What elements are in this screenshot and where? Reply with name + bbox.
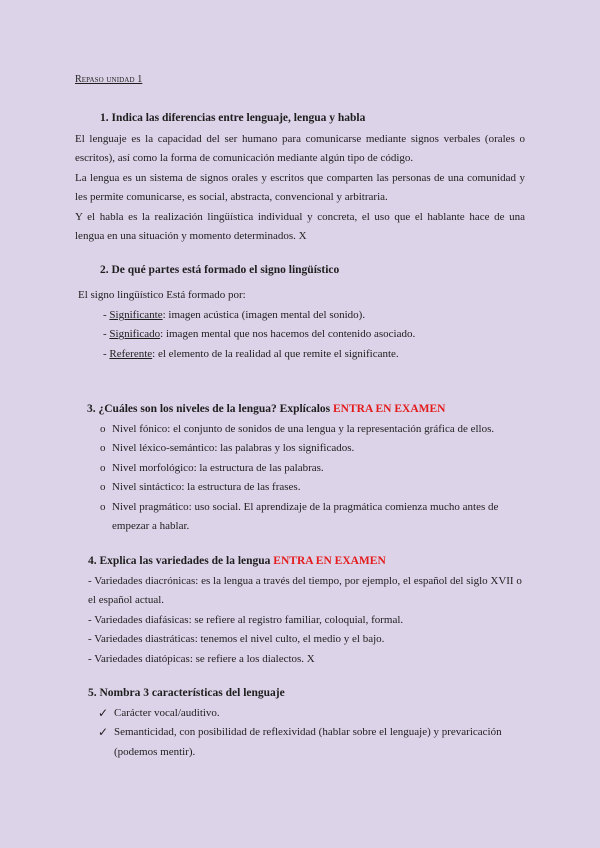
checkmark-icon: ✓ bbox=[98, 706, 109, 720]
q1-paragraph-habla: Y el habla es la realización lingüística individual y concreta, el uso que el hablante hace de una lengua en una situación y momento determinados. X bbox=[75, 210, 525, 243]
q2-heading: 2. De qué partes está formado el signo lingüístico bbox=[100, 264, 340, 276]
document-header: Repaso unidad 1 bbox=[75, 74, 143, 85]
q4-heading: 4. Explica las variedades de la lengua ENTRA EN EXAMEN bbox=[88, 555, 386, 567]
q3-item-lexico: o Nivel léxico-semántico: las palabras y los significados. bbox=[100, 439, 510, 458]
q5-item-semanticidad: ✓ Semanticidad, con posibilidad de reflexividad (hablar sobre el lenguaje) y prevaricación (podemos mentir). bbox=[98, 723, 518, 762]
q2-item-significado: - Significado: imagen mental que nos hacemos del contenido asociado. bbox=[103, 328, 416, 341]
q2-intro: El signo lingüístico Está formado por: bbox=[78, 289, 246, 301]
q2-item-significante: - Significante: imagen acústica (imagen mental del sonido). bbox=[103, 309, 366, 321]
q4-item-diatopicas: - Variedades diatópicas: se refiere a los dialectos. X bbox=[88, 652, 315, 665]
q4-item-diafasicas: - Variedades diafásicas: se refiere al registro familiar, coloquial, formal. bbox=[88, 613, 404, 626]
q3-item-pragmatico: o Nivel pragmático: uso social. El aprendizaje de la pragmática comienza mucho antes de empezar a hablar. bbox=[100, 498, 510, 537]
q4-item-diacronicas: - Variedades diacrónicas: es la lengua a través del tiempo, por ejemplo, el español del siglo XVII o el español actual. bbox=[88, 575, 522, 607]
q1-paragraph-lengua: La lengua es un sistema de signos orales y escritos que comparten las personas de una comunidad y les permite comunicarse, es social, abstracta, convencional y arbitraria. bbox=[75, 171, 525, 204]
q2-list bbox=[103, 306, 415, 364]
q1-paragraph-lenguaje: El lenguaje es la capacidad del ser humano para comunicarse mediante signos verbales (orales o escritos), así como la forma de comunicación mediante algún tipo de código. bbox=[75, 133, 525, 165]
q5-item-vocal: ✓ Carácter vocal/auditivo. bbox=[98, 704, 518, 723]
q3-item-morfologico: o Nivel morfológico: la estructura de las palabras. bbox=[100, 459, 510, 478]
q3-item-sintactico: o Nivel sintáctico: la estructura de las frases. bbox=[100, 478, 510, 497]
q1-body bbox=[75, 130, 525, 246]
exam-flag: ENTRA EN EXAMEN bbox=[333, 403, 446, 415]
term-significado: Significado bbox=[109, 328, 161, 341]
bullet-icon: o bbox=[100, 461, 106, 474]
q4-item-diastraticas: - Variedades diastráticas: tenemos el nivel culto, el medio y el bajo. bbox=[88, 633, 385, 646]
checkmark-icon: ✓ bbox=[98, 725, 109, 740]
term-significante: Significante bbox=[109, 309, 163, 321]
bullet-icon: o bbox=[100, 423, 106, 435]
q1-heading: 1. Indica las diferencias entre lenguaje, lengua y habla bbox=[100, 112, 366, 124]
exam-flag: ENTRA EN EXAMEN bbox=[273, 555, 386, 567]
q4-list bbox=[88, 572, 528, 669]
q5-heading: 5. Nombra 3 características del lenguaje bbox=[88, 687, 285, 699]
term-referente: Referente bbox=[109, 347, 153, 360]
bullet-icon: o bbox=[100, 481, 106, 494]
q5-list bbox=[98, 704, 518, 762]
q3-heading: 3. ¿Cuáles son los niveles de la lengua? Explícalos ENTRA EN EXAMEN bbox=[87, 403, 446, 415]
q3-item-fonico: o Nivel fónico: el conjunto de sonidos de una lengua y la representación gráfica de ellos. bbox=[100, 420, 510, 439]
q3-list bbox=[100, 420, 510, 536]
bullet-icon: o bbox=[100, 500, 106, 513]
q2-item-referente: - Referente: el elemento de la realidad al que remite el significante. bbox=[103, 347, 399, 360]
bullet-icon: o bbox=[100, 442, 106, 455]
